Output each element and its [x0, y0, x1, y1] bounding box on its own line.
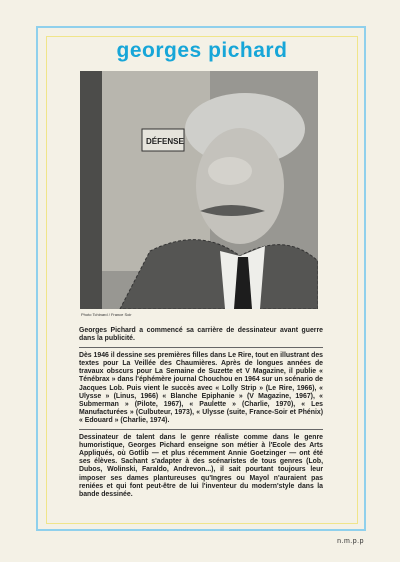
portrait-image — [80, 71, 318, 309]
door-sign: DÉFENSE — [146, 137, 184, 146]
biography-text — [79, 327, 323, 503]
paragraph-intro: Georges Pichard a commencé sa carrière de dessinateur avant guerre dans la publicité. — [79, 327, 323, 343]
paragraph-style: Dessinateur de talent dans le genre réaliste comme dans le genre humoristique, Georges Pichard enseigne son métier à l'Ecole des Arts Appliqués, où Gotlib — et plus récemment Annie Goetzinger — ont été ses élèves. Sachant s'adapter à des scénaristes de tous genres (Lob, Dubos, Wolinski, Faraldo, Andrevon...), il sait pourtant toujours leur imposer ses dames plantureuses qu'Ingres ou Mayol n'auraient pas reniées et qui font peut-être de lui l'inventeur du modern'style dans la bande dessinée. — [79, 434, 323, 498]
portrait-photo — [80, 71, 318, 309]
page-title: georges pichard — [116, 39, 288, 62]
divider — [79, 347, 323, 348]
paragraph-career: Dès 1946 il dessine ses premières filles dans Le Rire, tout en illustrant des textes pour La Veillée des Chaumières. Après de longues années de travaux obscurs pour La Semaine de Suzette et V Magazine, il publie « Ténébrax » dans l'éphémère journal Chouchou en 1964 sur un scénario de Jacques Lob. Puis vient le succès avec « Lolly Strip » (Le Rire, 1966), « Ulysse » (Linus, 1966) « Blanche Epiphanie » (V Magazine, 1967), « Submerman » (Pilote, 1967), « Paulette » (Charlie, 1970), « Les Manufacturées » (Culbuteur, 1973), « Ulysse (suite, France-Soir et Phénix) « Edouard » (Charlie, 1974). — [79, 352, 323, 424]
divider — [79, 429, 323, 430]
photo-credit: Photo Tchinard / France Soir — [81, 312, 132, 317]
publisher-mark: n.m.p.p — [337, 538, 364, 545]
